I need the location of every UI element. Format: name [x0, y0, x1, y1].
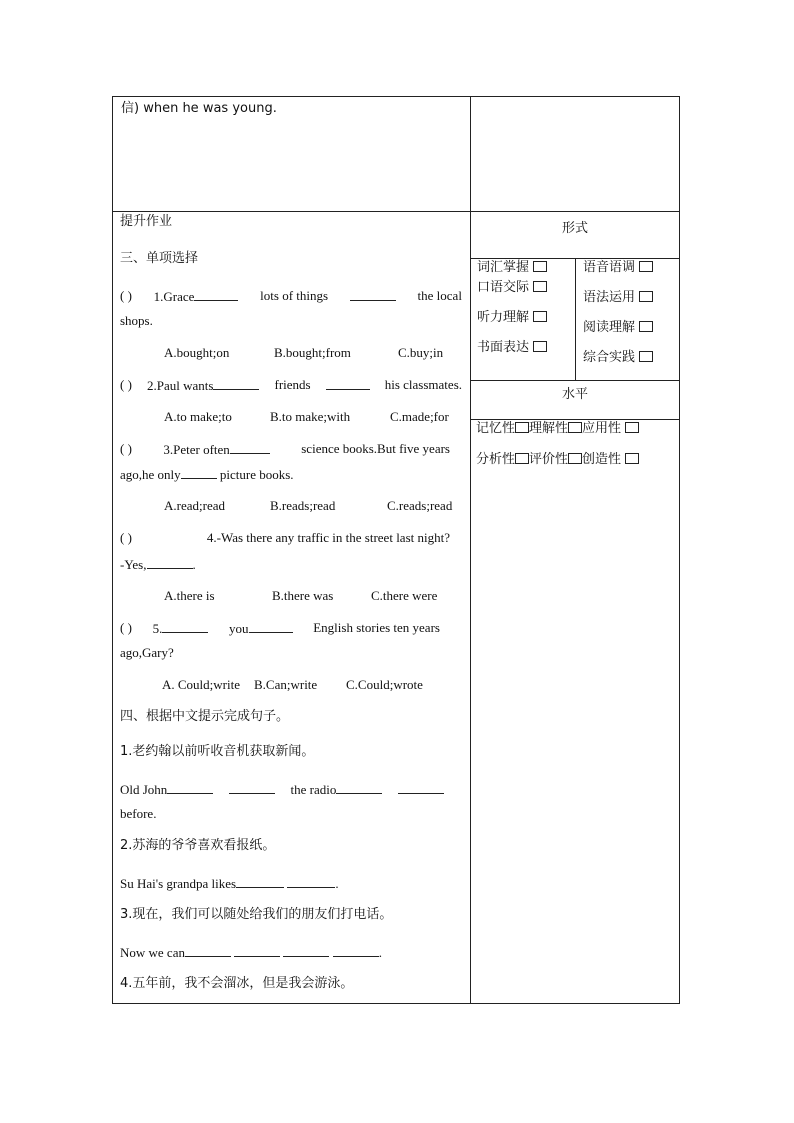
form-item-vocab: 词汇掌握: [477, 260, 547, 276]
sentence-2-english: Su Hai's grandpa likes .: [120, 876, 339, 891]
form-column-divider: [575, 258, 576, 380]
q1-option-b: B.bought;from: [274, 345, 351, 360]
sentence-3-english: Now we can .: [120, 945, 382, 960]
checkbox[interactable]: [568, 453, 582, 464]
checkbox[interactable]: [515, 453, 529, 464]
q4-a: 4.-Was there any traffic in the street last night?: [206, 530, 450, 545]
q3-option-b: B.reads;read: [270, 498, 336, 513]
q5-b: you: [229, 621, 249, 636]
question-3-line1: [120, 441, 450, 458]
s1-blank-3[interactable]: [336, 781, 382, 794]
q5-option-b: B.Can;write: [254, 677, 318, 692]
form-item-grammar: 语法运用: [583, 290, 653, 306]
q5-option-a: A. Could;write: [162, 677, 240, 692]
sentence-4-chinese: 4.五年前，我不会溜冰，但是我会游泳。: [120, 976, 354, 991]
q2-paren: ( ): [120, 377, 132, 392]
part4-heading: 四、根据中文提示完成句子。: [120, 709, 290, 724]
q4-option-b: B.there was: [272, 588, 334, 603]
form-item-writing: 书面表达: [477, 340, 547, 356]
q1-option-c: C.buy;in: [398, 345, 444, 360]
checkbox[interactable]: [625, 453, 639, 464]
q1-paren: ( ): [120, 288, 132, 303]
question-4-line1: [120, 530, 450, 546]
s1-blank-4[interactable]: [398, 781, 444, 794]
question-3-line2: [120, 466, 294, 483]
checkbox[interactable]: [639, 261, 653, 272]
level-row-1: 记忆性 理解性 应用性: [476, 421, 639, 437]
form-header: 形式: [561, 221, 588, 236]
top-cell-line: 信) when he was young.: [121, 101, 277, 116]
q5-option-c: C.Could;wrote: [346, 677, 423, 692]
q4-paren: ( ): [120, 530, 132, 545]
section-title: 提升作业: [120, 214, 173, 229]
checkbox[interactable]: [639, 321, 653, 332]
s3-blank-4[interactable]: [333, 944, 379, 957]
q5-d: ago,Gary?: [120, 645, 174, 660]
q1-c: the local: [417, 288, 462, 303]
q3-option-a: A.read;read: [164, 498, 225, 513]
q2-b: friends: [274, 377, 311, 392]
s2-blank-1[interactable]: [236, 875, 284, 888]
q3-paren: ( ): [120, 441, 132, 456]
q5-c: English stories ten years: [313, 620, 440, 635]
q1-b: lots of things: [260, 288, 329, 303]
s3-blank-3[interactable]: [283, 944, 329, 957]
q3-c: ago,he only: [120, 467, 181, 482]
checkbox[interactable]: [533, 281, 547, 292]
form-item-speaking: 口语交际: [477, 280, 547, 296]
s1-c: before.: [120, 806, 157, 821]
q5-paren: ( ): [120, 620, 132, 635]
level-header-divider: [471, 419, 679, 420]
form-item-practice: 综合实践: [583, 350, 653, 366]
s3-en: Now we can: [120, 945, 185, 960]
s1-blank-2[interactable]: [229, 781, 275, 794]
s2-blank-2[interactable]: [287, 875, 335, 888]
form-item-pronunciation: 语音语调: [583, 260, 653, 276]
q2-option-a: A.to make;to: [164, 409, 232, 424]
question-1-line1: [120, 288, 462, 305]
q1-option-a: A.bought;on: [164, 345, 230, 360]
q3-option-c: C.reads;read: [387, 498, 453, 513]
q3-d: picture books.: [219, 467, 294, 482]
q2-option-c: C.made;for: [390, 409, 449, 424]
q1-blank-2[interactable]: [350, 288, 396, 301]
s1-blank-1[interactable]: [167, 781, 213, 794]
checkbox[interactable]: [515, 422, 529, 433]
q3-blank-1[interactable]: [230, 441, 270, 454]
sentence-1-english: [120, 781, 444, 798]
level-top-divider: [471, 380, 679, 381]
sentence-2-chinese: 2.苏海的爷爷喜欢看报纸。: [120, 838, 276, 853]
s3-blank-2[interactable]: [234, 944, 280, 957]
s1-a: Old John: [120, 782, 168, 797]
q5-a: 5.: [152, 621, 163, 636]
form-item-listening: 听力理解: [477, 310, 547, 326]
q4-blank[interactable]: [147, 556, 193, 569]
q2-c: his classmates.: [384, 377, 462, 392]
question-2-line1: [120, 377, 462, 394]
q2-option-b: B.to make;with: [270, 409, 351, 424]
s1-b: the radio: [290, 782, 337, 797]
checkbox[interactable]: [533, 261, 547, 272]
q3-a: 3.Peter often: [163, 442, 230, 457]
q1-blank-1[interactable]: [194, 288, 238, 301]
question-4-line2: -Yes, .: [120, 557, 196, 572]
q4-option-c: C.there were: [371, 588, 438, 603]
q5-blank-2[interactable]: [249, 620, 293, 633]
q2-blank-1[interactable]: [213, 377, 259, 390]
part3-heading: 三、单项选择: [120, 251, 199, 266]
q3-b: science books.But five years: [301, 441, 450, 456]
checkbox[interactable]: [625, 422, 639, 433]
question-5-line1: [120, 620, 440, 637]
q5-blank-1[interactable]: [162, 620, 208, 633]
form-item-reading: 阅读理解: [583, 320, 653, 336]
q4-b: -Yes,: [120, 557, 147, 572]
checkbox[interactable]: [568, 422, 582, 433]
sentence-3-chinese: 3.现在，我们可以随处给我们的朋友们打电话。: [120, 907, 393, 922]
checkbox[interactable]: [533, 341, 547, 352]
checkbox[interactable]: [639, 291, 653, 302]
q2-blank-2[interactable]: [326, 377, 370, 390]
q1-a: 1.Grace: [153, 289, 195, 304]
level-row-2: 分析性 评价性 创造性: [476, 452, 639, 468]
top-cell-text: [121, 100, 277, 117]
q3-blank-2[interactable]: [181, 466, 217, 479]
q1-d: shops.: [120, 313, 153, 328]
level-header: 水平: [561, 387, 588, 402]
s2-en: Su Hai's grandpa likes: [120, 876, 237, 891]
s3-blank-1[interactable]: [185, 944, 231, 957]
q4-option-a: A.there is: [164, 588, 215, 603]
row-divider-top: [113, 211, 679, 212]
checkbox[interactable]: [533, 311, 547, 322]
sentence-1-chinese: 1.老约翰以前听收音机获取新闻。: [120, 744, 315, 759]
checkbox[interactable]: [639, 351, 653, 362]
q2-a: 2.Paul wants: [146, 378, 214, 393]
